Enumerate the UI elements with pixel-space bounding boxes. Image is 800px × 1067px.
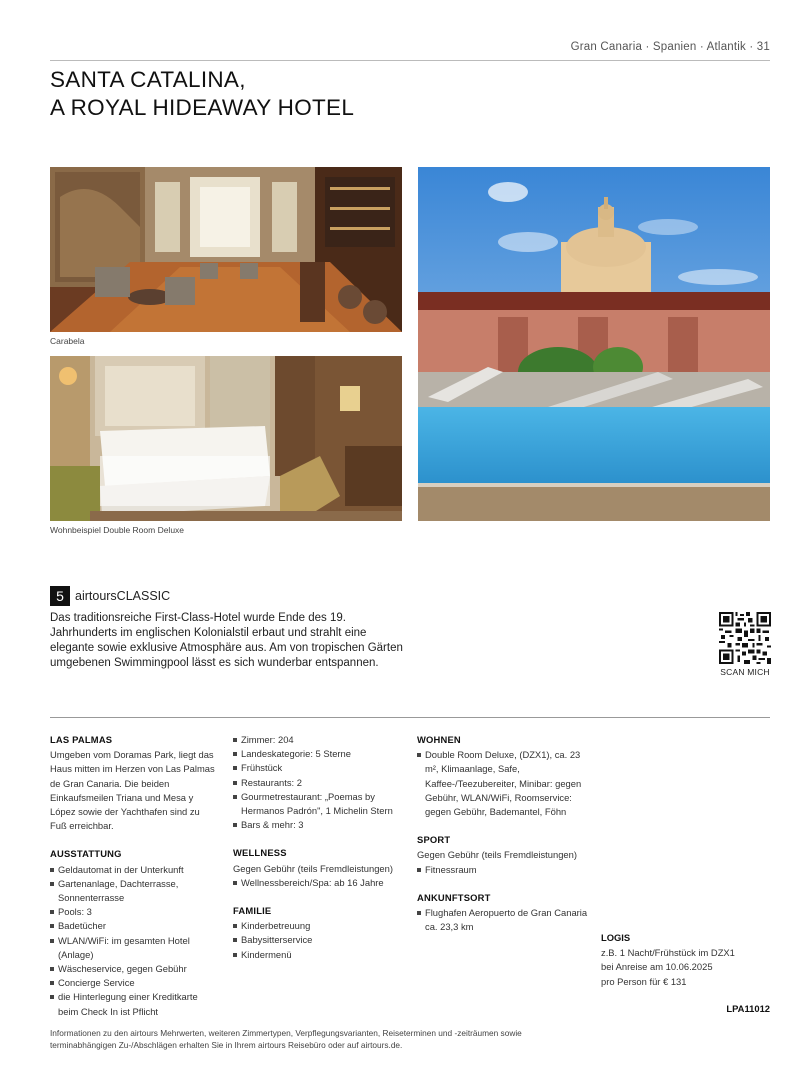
column-living-sport-arrival (417, 733, 592, 948)
arrival-heading: ANKUNFTSORT (417, 891, 491, 903)
list-item: Zimmer: 204 (233, 733, 405, 747)
column-location-amenities (50, 733, 215, 1033)
list-item: Concierge Service (50, 976, 215, 990)
list-item: Flughafen Aeropuerto de Gran Canaria ca. 23,3 km (417, 906, 592, 934)
list-item: Fitnessraum (417, 863, 592, 877)
pool-photo (418, 167, 770, 521)
list-item: Bars & mehr: 3 (233, 818, 405, 832)
column-facts-wellness-family (233, 733, 405, 976)
logis-line: z.B. 1 Nacht/Frühstück im DZX1 (601, 947, 735, 959)
header-divider (50, 60, 770, 61)
living-list (417, 748, 592, 819)
amenities-list (50, 863, 215, 1019)
section-divider (50, 717, 770, 718)
category-number-badge: 5 (50, 586, 70, 606)
logis-line: pro Person für € 131 (601, 975, 687, 987)
list-item: Double Room Deluxe, (DZX1), ca. 23 m², Klimaanlage, Safe, Kaffee-/Teezubereiter, Minibar: gegen Gebühr, WLAN/WiFi, Roomservice: gegen Gebühr, Bademantel, Föhn (417, 748, 592, 819)
sport-heading: SPORT (417, 834, 451, 846)
qr-code-label: SCAN MICH (720, 667, 770, 677)
qr-code[interactable] (719, 612, 771, 664)
list-item: Kinderbetreuung (233, 919, 405, 933)
logis-heading: LOGIS (601, 932, 631, 943)
hotel-title-line1: SANTA CATALINA, (50, 67, 246, 92)
hotel-facts-list (233, 733, 405, 832)
location-heading: LAS PALMAS (50, 734, 113, 745)
bar-photo-caption: Carabela (50, 336, 85, 346)
list-item: die Hinterlegung einer Kreditkarte beim Check In ist Pflicht (50, 990, 215, 1018)
hotel-title (50, 66, 354, 122)
list-item: Landeskategorie: 5 Sterne (233, 747, 405, 761)
location-text: Umgeben vom Doramas Park, liegt das Haus mitten im Herzen von Las Palmas de Gran Canaria. Die beiden Einkaufsmeilen Triana und Mesa y López sowie der Yachthafen sind zu Fuß erreichbar. (50, 749, 215, 832)
hotel-intro-text: Das traditionsreiche First-Class-Hotel wurde Ende des 19. Jahrhunderts im englischen Kolonialstil erbaut und strahlt eine elegante sowie exklusive Atmosphäre aus. Am von tropischen Gärten umgebenen Swimmingpool lässt es sich wunderbar entspannen. (50, 612, 403, 669)
room-photo-caption: Wohnbeispiel Double Room Deluxe (50, 525, 185, 535)
list-item: Pools: 3 (50, 905, 215, 919)
list-item: Kindermenü (233, 948, 405, 962)
category-name: airtoursCLASSIC (75, 589, 171, 603)
arrival-list (417, 906, 592, 934)
price-example (601, 931, 735, 989)
room-photo (50, 356, 402, 521)
list-item: WLAN/WiFi: im gesamten Hotel (Anlage) (50, 934, 215, 962)
list-item: Babysitterservice (233, 933, 405, 947)
qr-code-icon (719, 612, 771, 664)
hotel-code: LPA11012 (726, 1003, 770, 1014)
amenities-heading: AUSSTATTUNG (50, 848, 122, 860)
family-list (233, 919, 405, 962)
footer-note: Informationen zu den airtours Mehrwerten, weiteren Zimmertypen, Verpflegungsvarianten, Reiseterminen und -zeiträumen sowie terminabhängigen Zu-/Abschlägen erhalten Sie in Ihrem airtours Reisebüro oder auf airtours.de. (50, 1028, 522, 1050)
list-item: Restaurants: 2 (233, 776, 405, 790)
logis-line: bei Anreise am 10.06.2025 (601, 961, 713, 973)
list-item: Gourmetrestaurant: „Poemas by Hermanos Padrón", 1 Michelin Stern (233, 790, 405, 818)
page-breadcrumb: Gran Canaria · Spanien · Atlantik · 31 (570, 41, 770, 53)
wellness-list (233, 876, 405, 890)
hotel-title-line2: A ROYAL HIDEAWAY HOTEL (50, 95, 355, 120)
wellness-heading: WELLNESS (233, 847, 287, 859)
living-heading: WOHNEN (417, 734, 461, 745)
list-item: Geldautomat in der Unterkunft (50, 863, 215, 877)
list-item: Gartenanlage, Dachterrasse, Sonnenterrasse (50, 877, 215, 905)
sport-list (417, 863, 592, 877)
sport-text: Gegen Gebühr (teils Fremdleistungen) (417, 849, 577, 861)
list-item: Wellnessbereich/Spa: ab 16 Jahre (233, 876, 405, 890)
list-item: Frühstück (233, 761, 405, 775)
wellness-text: Gegen Gebühr (teils Fremdleistungen) (233, 862, 393, 874)
list-item: Wäscheservice, gegen Gebühr (50, 962, 215, 976)
family-heading: FAMILIE (233, 905, 272, 917)
bar-photo (50, 167, 402, 332)
list-item: Badetücher (50, 919, 215, 933)
